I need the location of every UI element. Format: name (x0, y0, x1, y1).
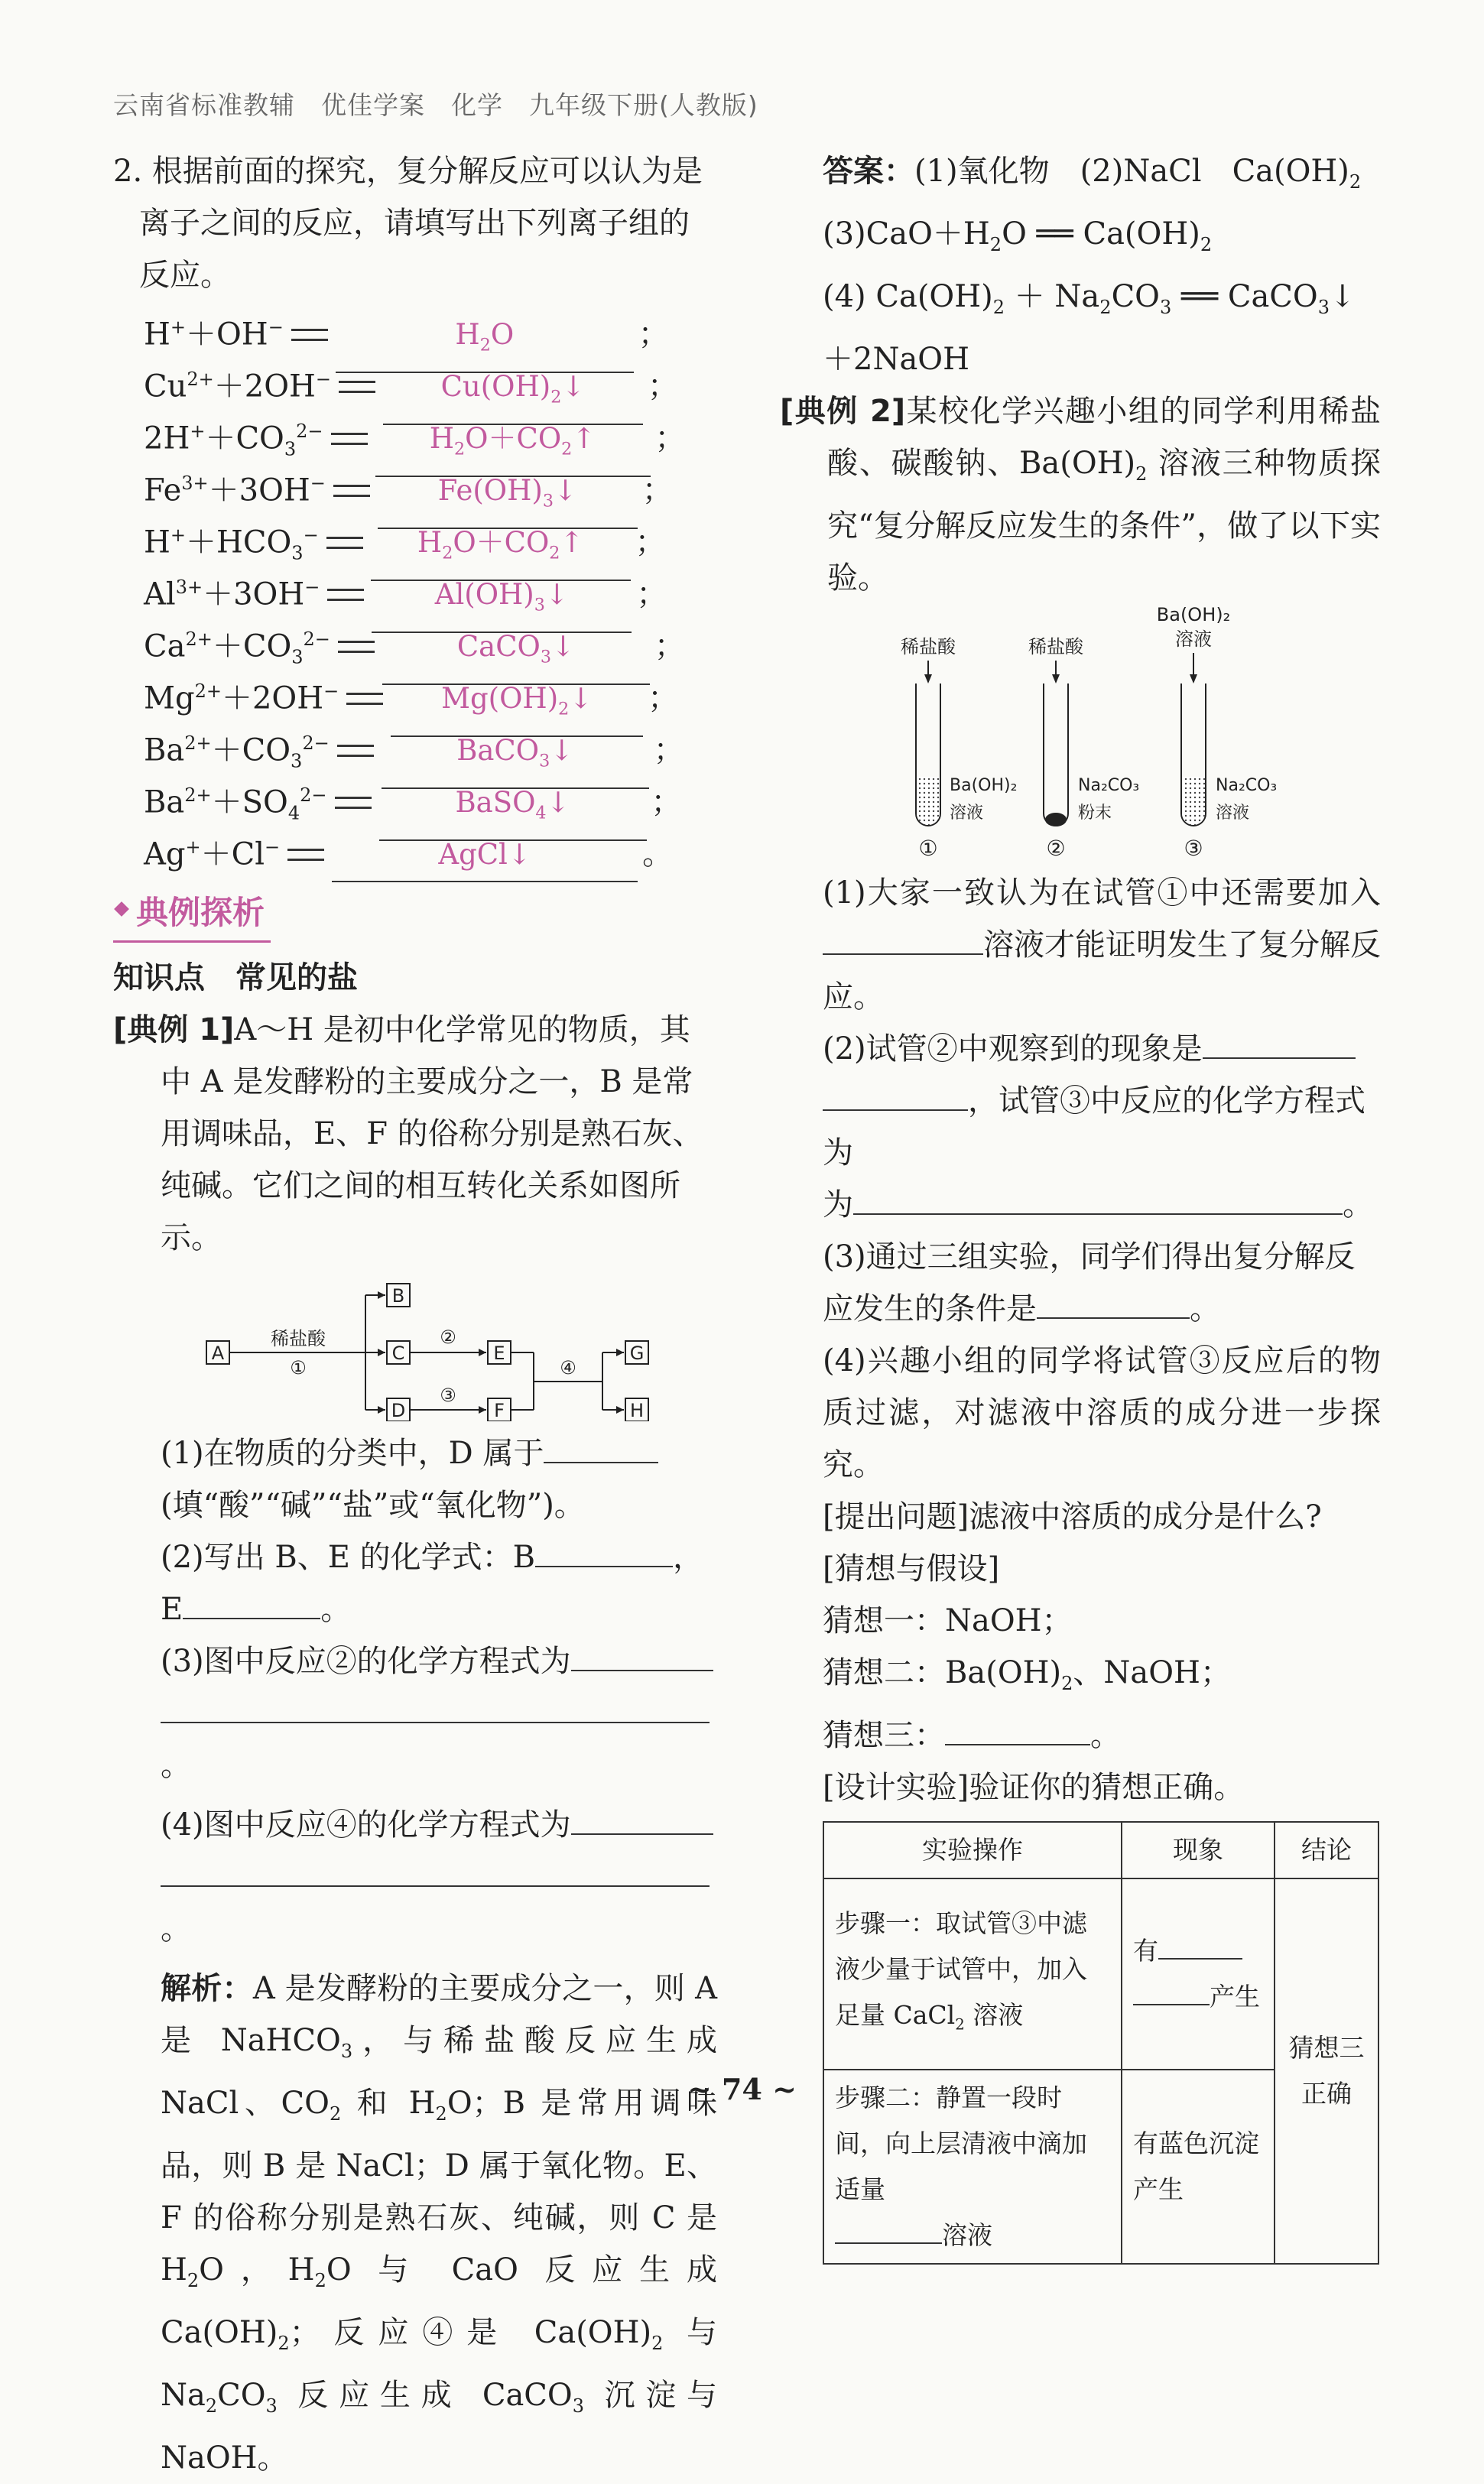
ex2-guess-title: [猜想与假设] (823, 1551, 1000, 1586)
ex2-q2-c: 为 。 (823, 1179, 1381, 1231)
ion-answer: CaCO$_3$↓ (456, 630, 575, 667)
ion-end-punct: ； (654, 628, 685, 664)
ion-reactants: $Ba^{2+}+SO_4^{2-}$ (144, 784, 327, 824)
equals-sign (331, 433, 368, 445)
ex1-label: [典例 1] (113, 1012, 235, 1047)
tube1-content-a: Ba(OH)₂ (950, 776, 1018, 795)
powder-2 (1045, 813, 1067, 826)
node-h: H (629, 1400, 645, 1421)
left-column (113, 145, 717, 2484)
equals-sign (335, 797, 372, 809)
ion-end-punct: ； (641, 472, 673, 508)
ex1-q4-line: 。 (161, 1851, 717, 1955)
ex1-q3: (3)图中反应②的化学方程式为 (161, 1635, 717, 1687)
ex1-analysis: 解析：A 是发酵粉的主要成分之一，则 A 是 NaHCO$_3$，与稀盐酸反应生成 NaCl、$CO_2$ 和 $H_2O$；B 是常用调味品，则 B 是 NaCl；D 属于氧化物。E、F 的俗称分别是熟石灰、纯碱，则 C 是 $H_2O$，$H_2O$ 与 CaO 反应生成 $Ca(OH)_2$；反应④是 $Ca(OH)_2$ 与 $Na_2CO_3$ 反应生成 CaCO$_3$ 沉淀与 NaOH。 (161, 1971, 718, 2476)
answer-blank[interactable] (183, 1584, 320, 1619)
label-acid: 稀盐酸 (271, 1328, 326, 1349)
equals-sign (346, 693, 383, 705)
ion-answer: $Cu(OH)_2↓$ (440, 370, 586, 408)
ion-answer: AgCl↓ (438, 838, 531, 872)
answer-blank[interactable] (823, 920, 983, 955)
ex2-q2-b: ，试管③中反应的化学方程式为 (823, 1075, 1381, 1179)
right-column (780, 145, 1382, 2265)
page-number: ~ 74 ~ (687, 2072, 797, 2106)
liquid-1 (917, 777, 940, 825)
answer-blank[interactable] (161, 1688, 710, 1723)
answer-blank[interactable] (161, 1852, 710, 1887)
ex2-design: [设计实验]验证你的猜想正确。 (823, 1770, 1245, 1805)
node-d: D (391, 1400, 406, 1421)
step2-operation: 步骤二：静置一段时间，向上层清液中滴加适量 溶液 (823, 2070, 1122, 2264)
answer-blank[interactable] (1158, 1930, 1242, 1960)
ex2-guess3: 猜想三： 。 (823, 1710, 1381, 1762)
conversion-diagram (197, 1268, 671, 1421)
ion-answer: $Al(OH)_3↓$ (434, 578, 569, 615)
ion-end-punct: ； (648, 680, 679, 716)
label-r2: ② (440, 1326, 456, 1348)
ion-reaction-row (144, 301, 717, 356)
ion-reactants: $Al^{3+}+3OH^-$ (144, 576, 320, 612)
answer-blank[interactable] (945, 1710, 1090, 1745)
node-e: E (493, 1343, 505, 1364)
ion-reaction-row (144, 717, 717, 772)
ex1-body: A～H 是初中化学常见的物质，其中 A 是发酵粉的主要成分之一，B 是常用调味品，E、F 的俗称分别是熟石灰、纯碱。它们之间的相互转化关系如图所示。 (161, 1012, 703, 1255)
ion-end-punct: ； (653, 732, 684, 768)
tube3-reagent-a: Ba(OH)₂ (1156, 607, 1231, 625)
tube3-content-b: 溶液 (1216, 804, 1250, 823)
ex1-q3-line: 。 (161, 1687, 717, 1791)
answer-blank[interactable] (544, 1428, 658, 1463)
answer-line-3: (4) $Ca(OH)_2 + Na_2CO_3$ ══ CaCO$_3$↓ (823, 279, 1356, 318)
ion-answer: $Fe(OH)_3↓$ (437, 474, 577, 511)
equals-sign (333, 485, 370, 497)
answer-blank[interactable] (571, 1636, 713, 1671)
equals-sign (339, 381, 375, 393)
step1-operation: 步骤一：取试管③中滤液少量于试管中，加入足量 CaCl$_2$ 溶液 (823, 1878, 1122, 2070)
answer-line-2: $(3)CaO+H_2O$ ══ $Ca(OH)_2$ (823, 216, 1213, 255)
tube2-content-b: 粉末 (1078, 804, 1112, 823)
ion-end-punct: ； (638, 317, 669, 352)
tube1-reagent: 稀盐酸 (901, 636, 956, 658)
tube1-content-b: 溶液 (950, 804, 984, 823)
answer-blank[interactable] (853, 1180, 1343, 1215)
tube-2 (1044, 684, 1068, 826)
ion-reaction-row (144, 821, 717, 873)
ion-reactants: $Ba^{2+}+CO_3^{2-}$ (144, 732, 330, 772)
ex1-q1: (1)在物质的分类中，D 属于(填“酸”“碱”“盐”或“氧化物”)。 (161, 1427, 717, 1531)
ion-reaction-row (144, 613, 717, 668)
th-operation: 实验操作 (823, 1822, 1122, 1878)
node-f: F (494, 1400, 505, 1421)
ion-end-punct: ； (648, 369, 678, 404)
ex2-q1: (1)大家一致认为在试管①中还需要加入溶液才能证明发生了复分解反应。 (823, 875, 1381, 1015)
running-header: 云南省标准教辅 优佳学案 化学 九年级下册(人教版) (113, 90, 758, 120)
label-r3: ③ (440, 1385, 456, 1406)
answer-line-1: 答案：(1)氧化物 (2)NaCl $Ca(OH)_2$ (823, 154, 1362, 193)
ion-reactants: $Fe^{3+}+3OH^-$ (144, 472, 326, 508)
label-r1: ① (290, 1357, 307, 1378)
ion-end-punct: ； (651, 784, 682, 820)
ion-reaction-row (144, 665, 717, 717)
ion-end-punct: ； (635, 524, 666, 560)
node-a: A (211, 1343, 225, 1364)
tube3-reagent-b: 溶液 (1175, 628, 1212, 650)
answer-blank[interactable] (1133, 1976, 1210, 2005)
q2-intro: 2. 根据前面的探究，复分解反应可以认为是离子之间的反应，请填写出下列离子组的反应。 (113, 154, 703, 293)
tube2-number: ② (1046, 836, 1066, 861)
ion-end-punct: ； (654, 420, 686, 456)
ion-reactants: H+＋OH− (144, 317, 284, 352)
tube2-content-a: Na₂CO₃ (1078, 776, 1140, 795)
test-tube-figure (876, 607, 1365, 867)
ex1-q4: (4)图中反应④的化学方程式为 (161, 1799, 717, 1851)
answer-blank[interactable] (823, 1076, 968, 1111)
section-title: 典例探析 (113, 887, 271, 943)
answer-blank[interactable] (835, 2215, 942, 2244)
ion-reactants: $Ca^{2+}+CO_3^{2-}$ (144, 628, 330, 668)
equals-sign (291, 329, 328, 341)
answer-blank[interactable] (1203, 1024, 1356, 1059)
ion-answer-blank[interactable] (332, 828, 638, 882)
ion-reactants: $2H^++CO_3^{2-}$ (144, 420, 323, 460)
ex2-q3: (3)通过三组实验，同学们得出复分解反应发生的条件是 。 (823, 1239, 1356, 1326)
ion-reactants: $Mg^{2+}+2OH^-$ (144, 680, 339, 716)
equals-sign (287, 849, 324, 861)
ion-reactants: $Cu^{2+}+2OH^-$ (144, 369, 331, 404)
liquid-3 (1182, 777, 1205, 825)
ion-answer: $Mg(OH)_2↓$ (441, 682, 593, 719)
ion-reactants: Ag+＋Cl− (144, 836, 281, 872)
step1-phenomenon: 有 产生 (1122, 1878, 1275, 2070)
ex2-ask: [提出问题]滤液中溶质的成分是什么? (823, 1499, 1322, 1534)
ion-end-punct: ； (636, 576, 667, 612)
tube3-number: ③ (1184, 836, 1203, 861)
ion-reaction-row (144, 457, 717, 509)
analysis-text: A 是发酵粉的主要成分之一，则 A 是 NaHCO$_3$，与稀盐酸反应生成 NaCl、$CO_2$ 和 $H_2O$；B 是常用调味品，则 B 是 NaCl；D 属于氧化物。E、F 的俗称分别是熟石灰、纯碱，则 C 是 $H_2O$，$H_2O$ 与 CaO 反应生成 $Ca(OH)_2$；反应④是 $Ca(OH)_2$ 与 $Na_2CO_3$ 反应生成 CaCO$_3$ 沉淀与 NaOH。 (161, 1971, 718, 2476)
experiment-table (823, 1821, 1379, 2265)
answer-line-4: ＋2NaOH (823, 342, 969, 377)
ex1-text (113, 1004, 717, 1264)
equals-sign (326, 537, 363, 549)
ion-reaction-row (144, 561, 717, 613)
ion-reaction-list (113, 301, 717, 873)
answer-blank[interactable] (1037, 1284, 1190, 1319)
ion-end-punct: 。 (642, 836, 674, 872)
ex2-q2: (2)试管②中观察到的现象是 (823, 1023, 1381, 1075)
node-b: B (391, 1285, 405, 1307)
label-r4: ④ (560, 1357, 576, 1378)
ion-reaction-row (144, 405, 717, 460)
ion-reactants: $H^++HCO_3^-$ (144, 524, 319, 564)
step2-phenomenon: 有蓝色沉淀产生 (1122, 2070, 1275, 2264)
tube1-number: ① (918, 836, 938, 861)
ion-answer: BaSO$_4$↓ (455, 786, 570, 823)
th-phenomenon: 现象 (1122, 1822, 1275, 1878)
conclusion-cell: 猜想三正确 (1275, 1878, 1378, 2264)
knowledge-point: 知识点 常见的盐 (113, 960, 358, 995)
ex1-q2: (2)写出 B、E 的化学式：B ， (161, 1531, 717, 1583)
ex2-guess1: 猜想一：NaOH； (823, 1603, 1073, 1638)
ion-reaction-row (144, 353, 717, 408)
ex1-q2-e: E 。 (161, 1583, 717, 1635)
ex2-guess2: 猜想二：$Ba(OH)_2$、NaOH； (823, 1655, 1231, 1694)
ex2-text: [典例 2]某校化学兴趣小组的同学利用稀盐酸、碳酸钠、$Ba(OH)_2$ 溶液三种物质探究“复分解反应发生的条件”，做了以下实验。 (780, 394, 1382, 596)
ion-answer: $H_2O+CO_2↑$ (417, 526, 584, 563)
ex1-questions (113, 1427, 717, 2484)
th-conclusion: 结论 (1275, 1822, 1378, 1878)
answer-blank[interactable] (535, 1532, 673, 1567)
ex2-q4: (4)兴趣小组的同学将试管③反应后的物质过滤，对滤液中溶质的成分进一步探究。 (823, 1343, 1381, 1482)
answer-blank[interactable] (571, 1800, 713, 1835)
tube3-content-a: Na₂CO₃ (1216, 776, 1278, 795)
equals-sign (337, 745, 374, 757)
ion-answer: BaCO$_3$↓ (456, 734, 574, 771)
ion-answer: $H_2O$ (455, 318, 515, 356)
node-c: C (391, 1343, 405, 1364)
equals-sign (338, 641, 375, 653)
ion-reaction-row (144, 769, 717, 824)
ion-answer: $H_2O+CO_2↑$ (429, 422, 596, 459)
tube2-reagent: 稀盐酸 (1028, 636, 1083, 658)
equals-sign (327, 589, 364, 601)
node-g: G (629, 1343, 645, 1364)
